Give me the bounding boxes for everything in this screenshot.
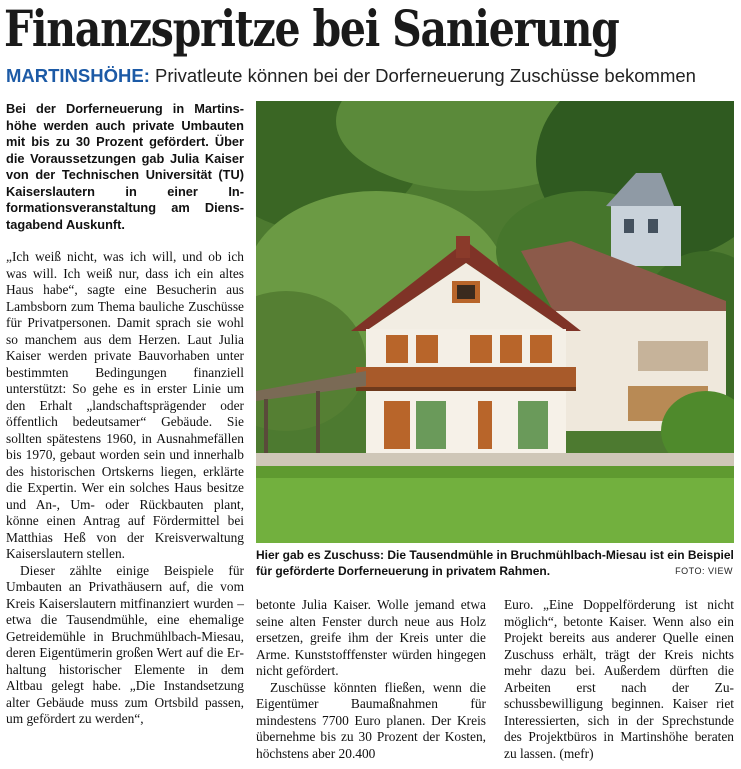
subhead — [6, 64, 736, 88]
article-column-2 — [256, 597, 486, 762]
headline: Finanzspritze bei Sanierung — [4, 0, 619, 58]
article-photo — [256, 101, 734, 543]
body-paragraph: betonte Julia Kaiser. Wolle jemand etwa seine alten Fenster durch neue aus Holz ersetzen, greife ihm der Kreis unter die Arme. Kunststofffenster würden hingegen nicht gefördert. — [256, 597, 486, 678]
article-column-3 — [504, 597, 734, 762]
lead-paragraph: Bei der Dorferneuerung in Martinshöhe werden auch private Umbauten mit bis zu 30 Prozent gefördert. Über die Voraussetzungen gab Julia Kaiser von der Technischen Universität (TU) Kaiserslautern in einer Informationsveranstaltung am Dienstagabend Auskunft. — [6, 101, 244, 232]
article-column-1 — [6, 101, 244, 728]
photo-credit: FOTO: VIEW — [675, 566, 733, 576]
body-paragraph: „Ich weiß nicht, was ich will, und ob ich was will. Ich weiß nur, dass ich ein altes Haus habe“, sagte eine Besucherin aus Lambsborn zum Thema bauliche Zuschüsse für Privatpersonen. Damit sprach sie wohl so manchem aus dem Herzen. Laut Julia Kaiser werden private Bauvorhaben unter bestimmten Bedingungen finanziell unterstützt: So gehe es in erster Linie um den Erhalt „landschaftsprägender oder öffentlich bedeutsamer“ Gebäude. Sie sollten spätestens 1960, in Ausnahmefällen bis 1970, gebaut worden sein und innerhalb des historischen Ortskerns liegen, erklärte die Expertin. Wer ein solches Haus besitze und An-, Um- oder Rückbauten plant, könne einen Antrag auf Fördermittel bei Matthias Heß von der Kreisverwaltung Kaiserslautern stellen. — [6, 249, 244, 561]
body-paragraph: Dieser zählte einige Beispiele für Umbauten an Privathäusern auf, die vom Kreis Kaiserslautern mitfinanziert wurden – etwa die Tausendmühle, eine ehemalige Getreidemühle in Bruchmühlbach-Miesau, deren Eigentümerin großen Wert auf die Erhaltung historischer Elemente in dem Altbau gelegt habe. „Die Instandsetzung alter Gebäude muss zum Ortsbild passen, um gefördert zu werden“, — [6, 562, 244, 726]
subhead-kicker: MARTINSHÖHE: — [6, 65, 150, 86]
photo-caption: Hier gab es Zuschuss: Die Tausendmühle in Bruchmühlbach-Miesau ist ein Beispiel für geförderte Dorferneuerung in privatem Rahmen. — [256, 548, 734, 578]
body-paragraph: Zuschüsse könnten fließen, wenn die Eigentümer Baumaßnahmen für mindestens 7700 Euro planen. Der Kreis übernehme bis zu 30 Prozent der Kosten, höchstens aber 20.400 — [256, 679, 486, 761]
body-paragraph: Euro. „Eine Doppelförderung ist nicht möglich“, betonte Kaiser. Wenn also ein Projekt bereits aus anderer Quelle einen Zuschuss erhält, trägt der Kreis nichts mehr dazu bei. Außerdem dürften die Arbeiten erst nach der Zuschussbewilligung beginnen. Kaiser riet Interessierten, sich in der Sprechstunde des Projektbüros in Martinshöhe beraten zu lassen. (mefr) — [504, 597, 734, 761]
subhead-text: Privatleute können bei der Dorferneuerung Zuschüsse bekommen — [149, 65, 696, 86]
